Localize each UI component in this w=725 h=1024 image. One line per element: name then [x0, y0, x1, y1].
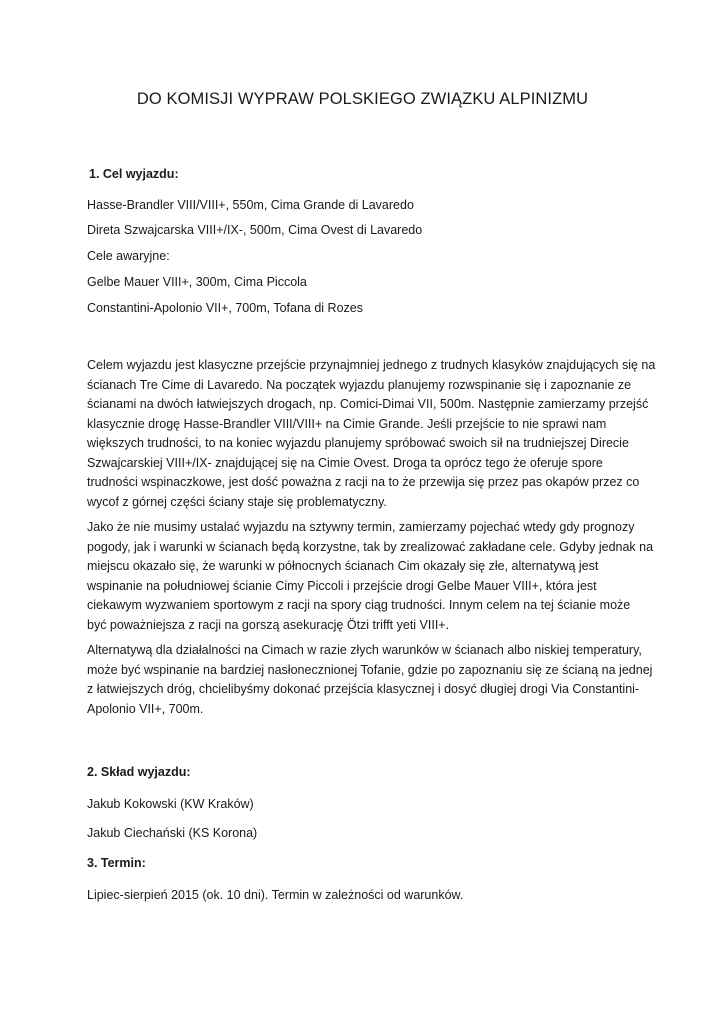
- paragraph-line: Jako że nie musimy ustalać wyjazdu na sztywny termin, zamierzamy pojechać wtedy gdy prognozy: [87, 520, 635, 534]
- paragraph-line: Celem wyjazdu jest klasyczne przejście przynajmniej jednego z trudnych klasyków znajdujących się na: [87, 358, 656, 372]
- paragraph-line: z łatwiejszych dróg, chcielibyśmy dokonać przejścia klasycznej i dosyć długiej drogi Via Constantini-: [87, 682, 640, 696]
- paragraph-line: Szwajcarskiej VIII+/IX- znajdującej się na Cimie Ovest. Droga ta oprócz tego że oferuje spore: [87, 455, 603, 470]
- paragraph-line: wycof z górnej części ściany staje się problematyczny.: [87, 494, 387, 509]
- goal-subheading: Cele awaryjne:: [87, 249, 170, 263]
- section-heading-goal: 1. Cel wyjazdu:: [89, 167, 179, 181]
- date-text: Lipiec-sierpień 2015 (ok. 10 dni). Termin w zależności od warunków.: [87, 888, 464, 902]
- paragraph-line: ścianach Tre Cime di Lavaredo. Na początek wyjazdu planujemy rozwspinanie się i zapoznanie ze: [87, 377, 632, 392]
- paragraph-line: może być wspinanie na bardziej nasłonecznionej Tofanie, gdzie po zapoznaniu się ze ścianą na jednej: [87, 662, 653, 677]
- paragraph-line: miejscu okazało się, że warunki w północnych ścianach Cim okazały się złe, alternatywą jest: [87, 559, 599, 573]
- section-heading-team: 2. Skład wyjazdu:: [87, 765, 191, 779]
- goal-item: Constantini-Apolonio VII+, 700m, Tofana di Rozes: [87, 301, 363, 315]
- paragraph-line: Apolonio VII+, 700m.: [87, 701, 204, 716]
- paragraph-line: Alternatywą dla działalności na Cimach w razie złych warunków w ścianach albo niskiej temperatury,: [87, 643, 642, 657]
- paragraph-line: być poważniejsza z racji na gorszą asekurację Ötzi trifft yeti VIII+.: [87, 617, 450, 632]
- goal-item: Hasse-Brandler VIII/VIII+, 550m, Cima Grande di Lavaredo: [87, 198, 414, 212]
- paragraph: [87, 641, 653, 719]
- goal-item: Direta Szwajcarska VIII+/IX-, 500m, Cima Ovest di Lavaredo: [87, 223, 423, 237]
- paragraph-line: wspinanie na południowej ścianie Cimy Piccoli i przejście drogi Gelbe Mauer VIII+, która jest: [87, 578, 597, 593]
- paragraph-line: ciekawym wyzwaniem sportowym z racji na spory ciąg trudności. Innym celem na tej ścianie może: [87, 598, 631, 612]
- paragraph-line: ścianami na dwóch łatwiejszych drogach, np. Comici-Dimai VII, 500m. Następnie zamierzamy przejść: [87, 397, 649, 411]
- section-heading-date: 3. Termin:: [87, 856, 146, 870]
- goal-item: Gelbe Mauer VIII+, 300m, Cima Piccola: [87, 275, 307, 289]
- paragraph: [87, 356, 656, 512]
- paragraph-line: większych trudności, to na koniec wyjazdu planujemy spróbować swoich sił na trudniejszej Direcie: [87, 436, 629, 450]
- team-member: Jakub Kokowski (KW Kraków): [87, 797, 254, 811]
- paragraph-line: pogody, jak i warunki w ścianach będą korzystne, tak by zrealizować zakładane cele. Gdyby jednak na: [87, 539, 654, 554]
- paragraph-line: klasycznie drogę Hasse-Brandler VIII/VIII+ na Cimie Grande. Jeśli przejście to nie sprawi nam: [87, 416, 607, 431]
- paragraph-line: trudności wspinaczkowe, jest dość poważna z racji na to że przewija się przez pas okapów przez co: [87, 475, 640, 489]
- team-member: Jakub Ciechański (KS Korona): [87, 826, 258, 840]
- paragraph: [87, 518, 654, 635]
- page-title: DO KOMISJI WYPRAW POLSKIEGO ZWIĄZKU ALPINIZMU: [136, 90, 589, 108]
